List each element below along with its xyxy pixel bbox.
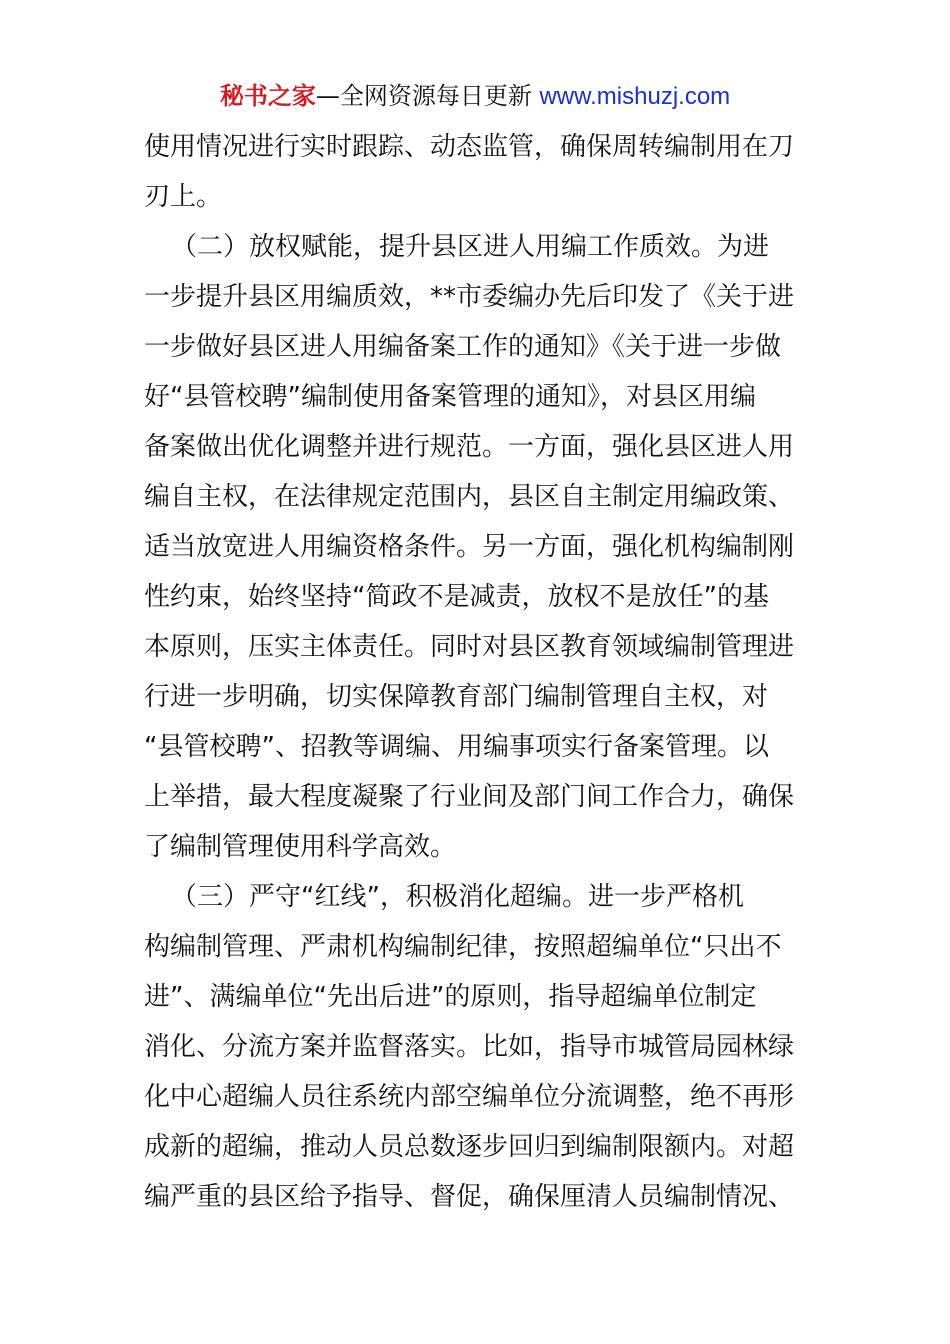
- text-line: 进”、满编单位“先出后进”的原则，指导超编单位制定: [144, 982, 757, 1012]
- text-line: 一步提升县区用编质效，**市委编办先后印发了《关于进: [144, 282, 795, 312]
- text-line: 上举措，最大程度凝聚了行业间及部门间工作合力，确保: [144, 782, 795, 812]
- text-line: 一步做好县区进人用编备案工作的通知》《关于进一步做: [144, 332, 782, 362]
- text-line: 刃上。: [144, 182, 223, 212]
- section-heading-line: （二）放权赋能，提升县区进人用编工作质效。为进: [171, 232, 770, 262]
- site-header: [0, 80, 950, 113]
- text-line: 备案做出优化调整并进行规范。一方面，强化县区进人用: [144, 432, 795, 462]
- text-line: 行进一步明确，切实保障教育部门编制管理自主权，对: [144, 682, 769, 712]
- site-url-link[interactable]: www.mishuzj.com: [539, 83, 731, 110]
- text-line: 编自主权，在法律规定范围内，县区自主制定用编政策、: [144, 482, 795, 512]
- text-line: 使用情况进行实时跟踪、动态监管，确保周转编制用在刀: [144, 132, 795, 162]
- site-slogan: —全网资源每日更新: [315, 82, 540, 110]
- text-line: 好“县管校聘”编制使用备案管理的通知》，对县区用编: [144, 382, 756, 412]
- site-brand: 秘书之家: [219, 82, 316, 110]
- text-line: 了编制管理使用科学高效。: [144, 832, 457, 862]
- document-body: [144, 122, 808, 1222]
- text-line: 编严重的县区给予指导、督促，确保厘清人员编制情况、: [144, 1182, 795, 1212]
- text-line: 成新的超编，推动人员总数逐步回归到编制限额内。对超: [144, 1132, 795, 1162]
- text-line: 性约束，始终坚持“简政不是减责，放权不是放任”的基: [144, 582, 769, 612]
- text-line: 消化、分流方案并监督落实。比如，指导市城管局园林绿: [144, 1032, 795, 1062]
- text-line: 化中心超编人员往系统内部空编单位分流调整，绝不再形: [144, 1082, 795, 1112]
- text-line: 适当放宽进人用编资格条件。另一方面，强化机构编制刚: [144, 532, 795, 562]
- text-line: 构编制管理、严肃机构编制纪律，按照超编单位“只出不: [144, 932, 782, 962]
- text-line: 本原则，压实主体责任。同时对县区教育领域编制管理进: [144, 632, 795, 662]
- section-heading-line: （三）严守“红线”，积极消化超编。进一步严格机: [171, 882, 744, 912]
- text-line: “县管校聘”、招教等调编、用编事项实行备案管理。以: [144, 732, 769, 762]
